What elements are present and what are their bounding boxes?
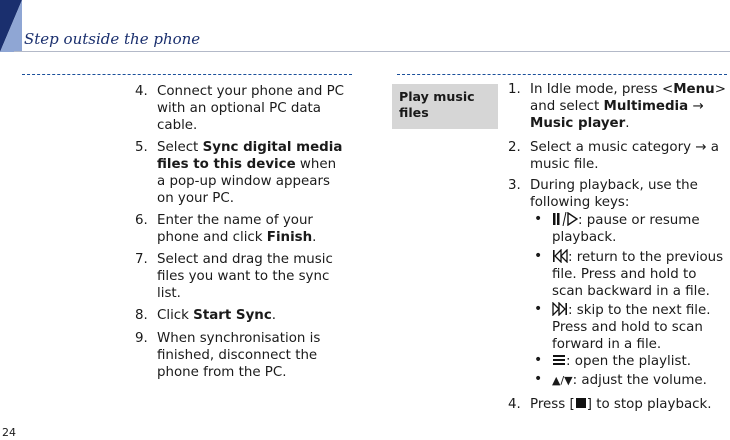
page-header-title: Step outside the phone: [24, 30, 201, 48]
volume-keys-icon: ▲/▼: [552, 374, 573, 387]
multimedia-label: Multimedia: [603, 99, 689, 114]
left-column-divider: [22, 74, 352, 75]
header-accent-icon: [0, 0, 22, 52]
header-rule: [14, 51, 730, 52]
previous-icon: [552, 249, 568, 263]
play-pause-icon: [552, 212, 578, 226]
finish-label: Finish: [266, 230, 313, 245]
music-player-label: Music player: [530, 116, 626, 131]
page-number: 24: [2, 426, 16, 439]
next-icon: [552, 302, 568, 316]
sync-option-label: Sync digital media: [202, 140, 343, 155]
start-sync-label: Start Sync: [193, 308, 272, 323]
menu-key-icon: [552, 353, 566, 367]
right-column-divider: [397, 74, 727, 75]
menu-key-label: Menu: [673, 82, 715, 97]
section-heading-box: Play music files: [392, 84, 498, 129]
stop-key-icon: [575, 396, 587, 410]
